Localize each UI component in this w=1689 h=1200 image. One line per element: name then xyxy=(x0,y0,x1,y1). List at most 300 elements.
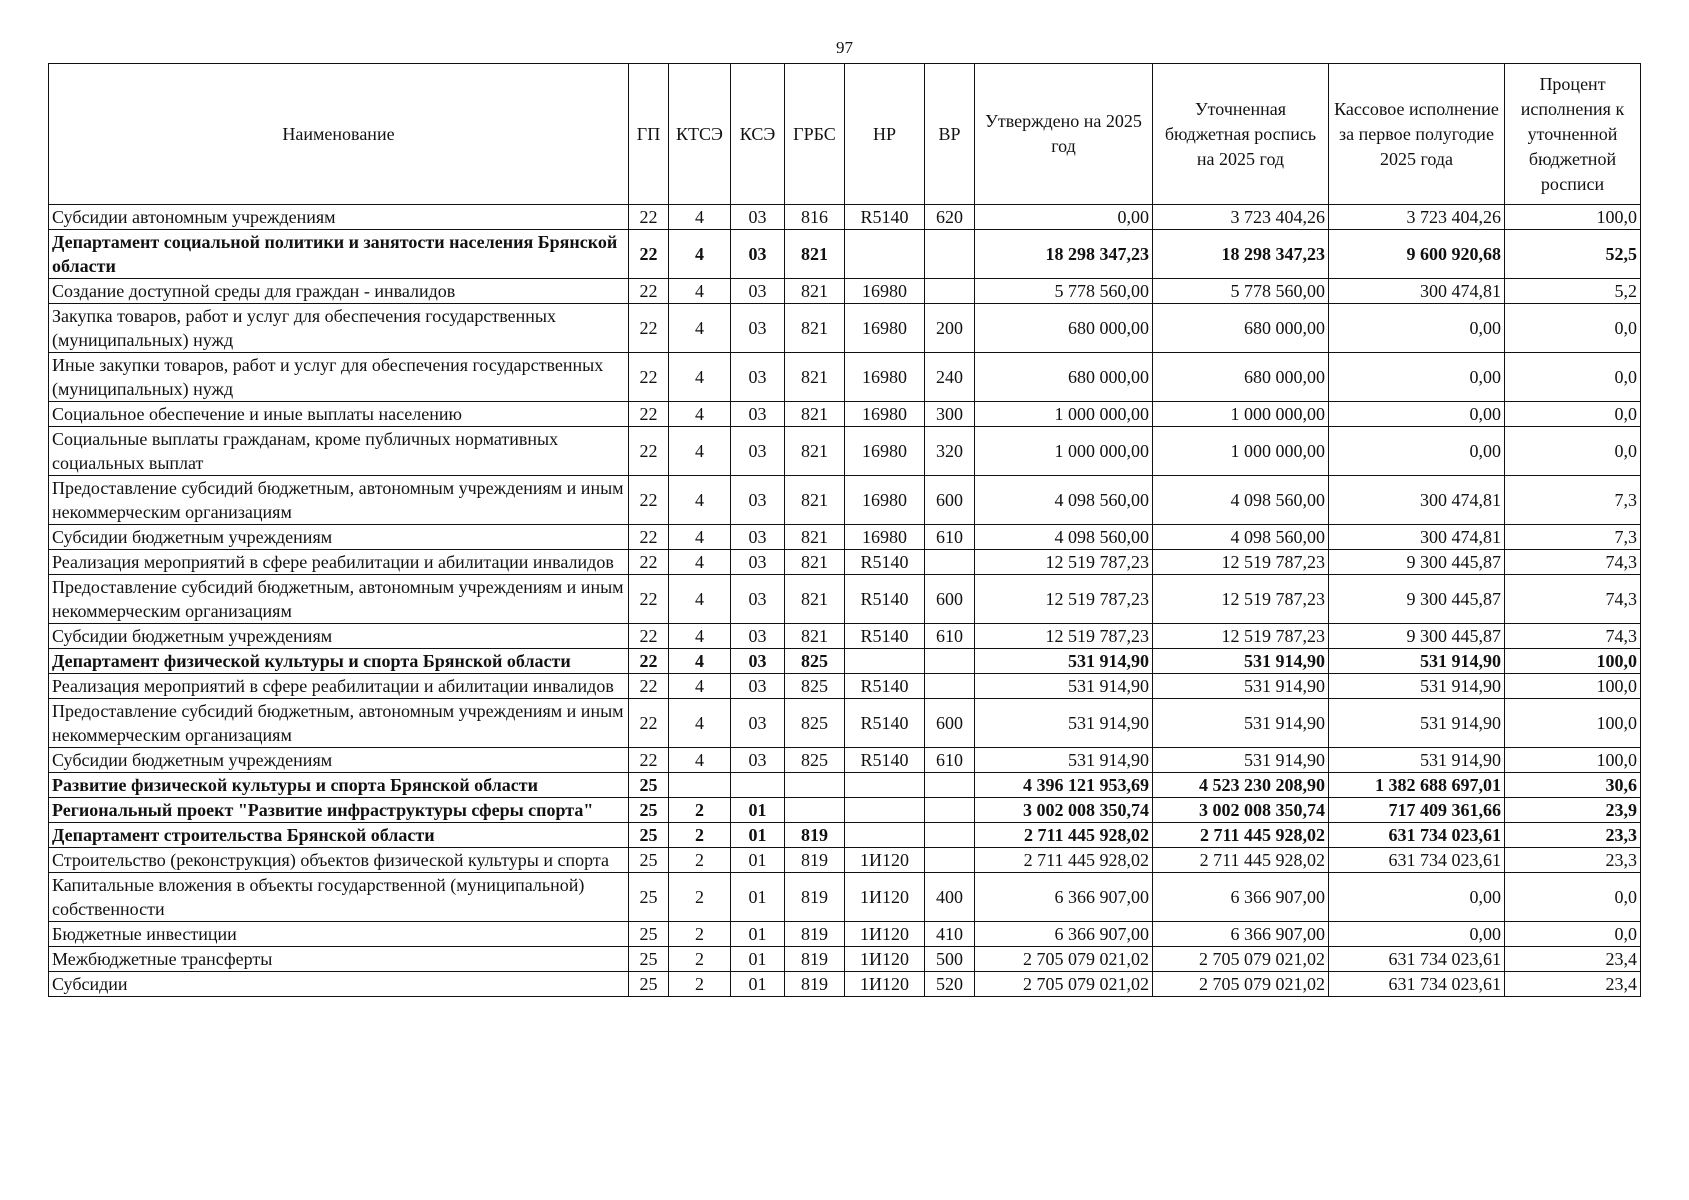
cell-grbs: 816 xyxy=(785,205,845,230)
cell-vr xyxy=(925,674,975,699)
cell-percent: 0,0 xyxy=(1505,402,1641,427)
cell-kse: 03 xyxy=(731,748,785,773)
cell-approved: 4 098 560,00 xyxy=(975,525,1153,550)
cell-kse: 03 xyxy=(731,427,785,476)
table-row xyxy=(49,525,1641,550)
cell-name: Региональный проект "Развитие инфраструктуры сферы спорта" xyxy=(49,798,629,823)
cell-approved: 680 000,00 xyxy=(975,353,1153,402)
cell-gp: 22 xyxy=(629,230,669,279)
cell-vr xyxy=(925,848,975,873)
header-ktse: КТСЭ xyxy=(669,64,731,205)
cell-name: Субсидии бюджетным учреждениям xyxy=(49,525,629,550)
cell-name: Реализация мероприятий в сфере реабилитации и абилитации инвалидов xyxy=(49,550,629,575)
table-row xyxy=(49,550,1641,575)
cell-ktse: 4 xyxy=(669,575,731,624)
table-row xyxy=(49,773,1641,798)
cell-approved: 531 914,90 xyxy=(975,748,1153,773)
cell-percent: 23,3 xyxy=(1505,823,1641,848)
table-row xyxy=(49,699,1641,748)
cell-ktse: 2 xyxy=(669,873,731,922)
cell-percent: 23,4 xyxy=(1505,947,1641,972)
cell-name: Строительство (реконструкция) объектов физической культуры и спорта xyxy=(49,848,629,873)
cell-gp: 22 xyxy=(629,575,669,624)
cell-name: Субсидии бюджетным учреждениям xyxy=(49,624,629,649)
cell-ktse: 4 xyxy=(669,402,731,427)
cell-ktse: 2 xyxy=(669,848,731,873)
cell-nr: R5140 xyxy=(845,748,925,773)
cell-ktse: 4 xyxy=(669,427,731,476)
cell-cash: 631 734 023,61 xyxy=(1329,848,1505,873)
cell-revised: 4 098 560,00 xyxy=(1153,476,1329,525)
cell-cash: 1 382 688 697,01 xyxy=(1329,773,1505,798)
cell-revised: 531 914,90 xyxy=(1153,649,1329,674)
cell-approved: 12 519 787,23 xyxy=(975,575,1153,624)
cell-approved: 531 914,90 xyxy=(975,699,1153,748)
cell-kse: 01 xyxy=(731,848,785,873)
header-percent: Процент исполнения к уточненной бюджетной росписи xyxy=(1505,64,1641,205)
cell-cash: 631 734 023,61 xyxy=(1329,972,1505,997)
cell-cash: 9 300 445,87 xyxy=(1329,624,1505,649)
cell-revised: 1 000 000,00 xyxy=(1153,402,1329,427)
header-gp: ГП xyxy=(629,64,669,205)
cell-percent: 74,3 xyxy=(1505,550,1641,575)
cell-name: Иные закупки товаров, работ и услуг для обеспечения государственных (муниципальных) нужд xyxy=(49,353,629,402)
cell-gp: 25 xyxy=(629,773,669,798)
cell-kse: 03 xyxy=(731,402,785,427)
cell-nr: 16980 xyxy=(845,525,925,550)
cell-kse: 03 xyxy=(731,205,785,230)
cell-cash: 531 914,90 xyxy=(1329,748,1505,773)
cell-percent: 5,2 xyxy=(1505,279,1641,304)
table-row xyxy=(49,279,1641,304)
cell-percent: 0,0 xyxy=(1505,922,1641,947)
cell-ktse: 2 xyxy=(669,922,731,947)
cell-percent: 0,0 xyxy=(1505,353,1641,402)
cell-grbs xyxy=(785,773,845,798)
cell-nr: 1И120 xyxy=(845,922,925,947)
table-row xyxy=(49,304,1641,353)
table-row xyxy=(49,624,1641,649)
cell-vr: 620 xyxy=(925,205,975,230)
cell-grbs: 825 xyxy=(785,674,845,699)
cell-cash: 0,00 xyxy=(1329,922,1505,947)
cell-approved: 6 366 907,00 xyxy=(975,922,1153,947)
cell-kse: 01 xyxy=(731,972,785,997)
cell-revised: 6 366 907,00 xyxy=(1153,922,1329,947)
cell-gp: 25 xyxy=(629,972,669,997)
cell-ktse: 4 xyxy=(669,624,731,649)
cell-grbs: 819 xyxy=(785,922,845,947)
cell-nr: R5140 xyxy=(845,674,925,699)
cell-name: Предоставление субсидий бюджетным, автономным учреждениям и иным некоммерческим организациям xyxy=(49,476,629,525)
cell-revised: 12 519 787,23 xyxy=(1153,575,1329,624)
table-row xyxy=(49,205,1641,230)
cell-grbs: 819 xyxy=(785,873,845,922)
cell-approved: 12 519 787,23 xyxy=(975,550,1153,575)
cell-approved: 12 519 787,23 xyxy=(975,624,1153,649)
cell-nr: 1И120 xyxy=(845,848,925,873)
budget-table xyxy=(48,63,1641,997)
cell-gp: 22 xyxy=(629,674,669,699)
cell-grbs: 821 xyxy=(785,279,845,304)
table-row xyxy=(49,972,1641,997)
cell-cash: 0,00 xyxy=(1329,304,1505,353)
cell-ktse: 4 xyxy=(669,279,731,304)
cell-cash: 531 914,90 xyxy=(1329,649,1505,674)
cell-ktse: 2 xyxy=(669,823,731,848)
cell-gp: 25 xyxy=(629,823,669,848)
cell-approved: 6 366 907,00 xyxy=(975,873,1153,922)
cell-percent: 74,3 xyxy=(1505,575,1641,624)
cell-ktse: 4 xyxy=(669,748,731,773)
cell-vr xyxy=(925,649,975,674)
cell-approved: 3 002 008 350,74 xyxy=(975,798,1153,823)
cell-kse: 03 xyxy=(731,550,785,575)
header-row xyxy=(49,64,1641,205)
cell-revised: 4 098 560,00 xyxy=(1153,525,1329,550)
cell-approved: 680 000,00 xyxy=(975,304,1153,353)
cell-gp: 22 xyxy=(629,279,669,304)
cell-approved: 18 298 347,23 xyxy=(975,230,1153,279)
cell-kse: 03 xyxy=(731,353,785,402)
cell-revised: 3 002 008 350,74 xyxy=(1153,798,1329,823)
cell-name: Социальные выплаты гражданам, кроме публичных нормативных социальных выплат xyxy=(49,427,629,476)
cell-percent: 0,0 xyxy=(1505,873,1641,922)
cell-nr: R5140 xyxy=(845,205,925,230)
cell-nr: 16980 xyxy=(845,476,925,525)
cell-percent: 7,3 xyxy=(1505,476,1641,525)
cell-revised: 680 000,00 xyxy=(1153,353,1329,402)
cell-grbs: 821 xyxy=(785,525,845,550)
cell-ktse xyxy=(669,773,731,798)
cell-name: Капитальные вложения в объекты государственной (муниципальной) собственности xyxy=(49,873,629,922)
cell-vr: 200 xyxy=(925,304,975,353)
cell-kse: 01 xyxy=(731,922,785,947)
header-cash: Кассовое исполнение за первое полугодие 2025 года xyxy=(1329,64,1505,205)
cell-nr xyxy=(845,773,925,798)
cell-cash: 9 300 445,87 xyxy=(1329,550,1505,575)
cell-vr: 400 xyxy=(925,873,975,922)
cell-grbs: 821 xyxy=(785,402,845,427)
table-row xyxy=(49,427,1641,476)
cell-approved: 531 914,90 xyxy=(975,649,1153,674)
cell-gp: 22 xyxy=(629,525,669,550)
cell-approved: 1 000 000,00 xyxy=(975,427,1153,476)
cell-nr: 16980 xyxy=(845,402,925,427)
cell-vr: 600 xyxy=(925,476,975,525)
table-row xyxy=(49,947,1641,972)
cell-ktse: 4 xyxy=(669,353,731,402)
cell-ktse: 4 xyxy=(669,699,731,748)
table-row xyxy=(49,922,1641,947)
cell-approved: 4 098 560,00 xyxy=(975,476,1153,525)
cell-percent: 74,3 xyxy=(1505,624,1641,649)
cell-vr: 600 xyxy=(925,575,975,624)
cell-name: Предоставление субсидий бюджетным, автономным учреждениям и иным некоммерческим организациям xyxy=(49,699,629,748)
cell-revised: 6 366 907,00 xyxy=(1153,873,1329,922)
cell-nr xyxy=(845,649,925,674)
table-row xyxy=(49,748,1641,773)
cell-name: Реализация мероприятий в сфере реабилитации и абилитации инвалидов xyxy=(49,674,629,699)
cell-ktse: 4 xyxy=(669,304,731,353)
cell-revised: 4 523 230 208,90 xyxy=(1153,773,1329,798)
cell-grbs: 821 xyxy=(785,476,845,525)
cell-ktse: 4 xyxy=(669,550,731,575)
cell-nr: 16980 xyxy=(845,304,925,353)
cell-name: Предоставление субсидий бюджетным, автономным учреждениям и иным некоммерческим организациям xyxy=(49,575,629,624)
cell-gp: 22 xyxy=(629,649,669,674)
cell-nr: 1И120 xyxy=(845,947,925,972)
cell-grbs: 821 xyxy=(785,304,845,353)
cell-percent: 52,5 xyxy=(1505,230,1641,279)
cell-revised: 12 519 787,23 xyxy=(1153,550,1329,575)
cell-nr: 16980 xyxy=(845,279,925,304)
cell-name: Субсидии бюджетным учреждениям xyxy=(49,748,629,773)
cell-grbs xyxy=(785,798,845,823)
page-number: 97 xyxy=(836,38,853,57)
cell-kse: 03 xyxy=(731,699,785,748)
cell-revised: 2 711 445 928,02 xyxy=(1153,848,1329,873)
cell-ktse: 4 xyxy=(669,525,731,550)
cell-kse: 03 xyxy=(731,230,785,279)
cell-percent: 7,3 xyxy=(1505,525,1641,550)
header-revised: Уточненная бюджетная роспись на 2025 год xyxy=(1153,64,1329,205)
cell-approved: 1 000 000,00 xyxy=(975,402,1153,427)
cell-ktse: 4 xyxy=(669,230,731,279)
cell-percent: 23,3 xyxy=(1505,848,1641,873)
cell-kse: 03 xyxy=(731,476,785,525)
cell-percent: 100,0 xyxy=(1505,205,1641,230)
cell-gp: 25 xyxy=(629,873,669,922)
cell-kse: 03 xyxy=(731,575,785,624)
cell-name: Департамент социальной политики и занятости населения Брянской области xyxy=(49,230,629,279)
header-grbs: ГРБС xyxy=(785,64,845,205)
cell-cash: 0,00 xyxy=(1329,427,1505,476)
cell-grbs: 821 xyxy=(785,624,845,649)
cell-cash: 300 474,81 xyxy=(1329,279,1505,304)
cell-gp: 22 xyxy=(629,476,669,525)
cell-revised: 2 705 079 021,02 xyxy=(1153,947,1329,972)
cell-name: Развитие физической культуры и спорта Брянской области xyxy=(49,773,629,798)
cell-name: Межбюджетные трансферты xyxy=(49,947,629,972)
cell-ktse: 2 xyxy=(669,798,731,823)
cell-vr xyxy=(925,230,975,279)
table-row xyxy=(49,798,1641,823)
cell-grbs: 819 xyxy=(785,947,845,972)
cell-approved: 5 778 560,00 xyxy=(975,279,1153,304)
cell-gp: 22 xyxy=(629,748,669,773)
cell-ktse: 4 xyxy=(669,674,731,699)
header-name: Наименование xyxy=(49,64,629,205)
cell-vr xyxy=(925,773,975,798)
cell-cash: 717 409 361,66 xyxy=(1329,798,1505,823)
cell-gp: 25 xyxy=(629,947,669,972)
cell-vr xyxy=(925,823,975,848)
cell-name: Социальное обеспечение и иные выплаты населению xyxy=(49,402,629,427)
cell-gp: 22 xyxy=(629,624,669,649)
cell-gp: 22 xyxy=(629,205,669,230)
cell-gp: 22 xyxy=(629,353,669,402)
cell-grbs: 821 xyxy=(785,230,845,279)
header-nr: НР xyxy=(845,64,925,205)
header-vr: ВР xyxy=(925,64,975,205)
cell-nr: 1И120 xyxy=(845,972,925,997)
cell-cash: 631 734 023,61 xyxy=(1329,823,1505,848)
cell-nr: R5140 xyxy=(845,624,925,649)
cell-nr: 16980 xyxy=(845,353,925,402)
cell-cash: 531 914,90 xyxy=(1329,699,1505,748)
cell-approved: 531 914,90 xyxy=(975,674,1153,699)
cell-kse: 01 xyxy=(731,873,785,922)
cell-percent: 100,0 xyxy=(1505,748,1641,773)
cell-grbs: 825 xyxy=(785,748,845,773)
cell-name: Департамент строительства Брянской области xyxy=(49,823,629,848)
cell-percent: 0,0 xyxy=(1505,304,1641,353)
table-row xyxy=(49,649,1641,674)
cell-gp: 22 xyxy=(629,550,669,575)
table-row xyxy=(49,476,1641,525)
table-row xyxy=(49,823,1641,848)
cell-nr: R5140 xyxy=(845,699,925,748)
cell-revised: 531 914,90 xyxy=(1153,699,1329,748)
cell-gp: 25 xyxy=(629,922,669,947)
cell-kse: 01 xyxy=(731,823,785,848)
cell-percent: 23,9 xyxy=(1505,798,1641,823)
cell-gp: 22 xyxy=(629,427,669,476)
cell-approved: 2 711 445 928,02 xyxy=(975,823,1153,848)
cell-grbs: 821 xyxy=(785,353,845,402)
cell-name: Субсидии автономным учреждениям xyxy=(49,205,629,230)
cell-approved: 2 711 445 928,02 xyxy=(975,848,1153,873)
table-row xyxy=(49,873,1641,922)
cell-cash: 9 600 920,68 xyxy=(1329,230,1505,279)
cell-nr: R5140 xyxy=(845,550,925,575)
cell-ktse: 4 xyxy=(669,476,731,525)
cell-revised: 531 914,90 xyxy=(1153,748,1329,773)
cell-vr: 320 xyxy=(925,427,975,476)
cell-revised: 531 914,90 xyxy=(1153,674,1329,699)
table-row xyxy=(49,575,1641,624)
cell-revised: 18 298 347,23 xyxy=(1153,230,1329,279)
cell-grbs: 821 xyxy=(785,575,845,624)
cell-name: Департамент физической культуры и спорта Брянской области xyxy=(49,649,629,674)
cell-revised: 12 519 787,23 xyxy=(1153,624,1329,649)
cell-nr: 1И120 xyxy=(845,873,925,922)
cell-vr: 410 xyxy=(925,922,975,947)
cell-grbs: 825 xyxy=(785,649,845,674)
header-kse: КСЭ xyxy=(731,64,785,205)
cell-kse: 01 xyxy=(731,798,785,823)
cell-gp: 22 xyxy=(629,402,669,427)
cell-vr: 610 xyxy=(925,525,975,550)
cell-vr: 300 xyxy=(925,402,975,427)
cell-cash: 0,00 xyxy=(1329,402,1505,427)
cell-percent: 100,0 xyxy=(1505,649,1641,674)
cell-revised: 680 000,00 xyxy=(1153,304,1329,353)
cell-name: Субсидии xyxy=(49,972,629,997)
cell-vr: 610 xyxy=(925,748,975,773)
cell-kse: 03 xyxy=(731,674,785,699)
cell-cash: 0,00 xyxy=(1329,873,1505,922)
cell-grbs: 825 xyxy=(785,699,845,748)
cell-name: Закупка товаров, работ и услуг для обеспечения государственных (муниципальных) нужд xyxy=(49,304,629,353)
header-approved: Утверждено на 2025 год xyxy=(975,64,1153,205)
table-row xyxy=(49,402,1641,427)
cell-grbs: 821 xyxy=(785,427,845,476)
cell-vr: 240 xyxy=(925,353,975,402)
cell-gp: 25 xyxy=(629,848,669,873)
cell-cash: 300 474,81 xyxy=(1329,525,1505,550)
cell-approved: 2 705 079 021,02 xyxy=(975,972,1153,997)
cell-cash: 0,00 xyxy=(1329,353,1505,402)
cell-cash: 9 300 445,87 xyxy=(1329,575,1505,624)
cell-revised: 2 705 079 021,02 xyxy=(1153,972,1329,997)
cell-percent: 0,0 xyxy=(1505,427,1641,476)
cell-percent: 100,0 xyxy=(1505,674,1641,699)
cell-ktse: 4 xyxy=(669,205,731,230)
cell-grbs: 819 xyxy=(785,972,845,997)
cell-vr: 520 xyxy=(925,972,975,997)
cell-grbs: 819 xyxy=(785,823,845,848)
cell-kse: 03 xyxy=(731,279,785,304)
cell-nr xyxy=(845,798,925,823)
cell-kse: 03 xyxy=(731,624,785,649)
cell-nr xyxy=(845,823,925,848)
cell-nr xyxy=(845,230,925,279)
cell-percent: 23,4 xyxy=(1505,972,1641,997)
cell-grbs: 821 xyxy=(785,550,845,575)
cell-kse: 03 xyxy=(731,649,785,674)
cell-kse: 03 xyxy=(731,525,785,550)
cell-nr: R5140 xyxy=(845,575,925,624)
cell-ktse: 4 xyxy=(669,649,731,674)
cell-cash: 531 914,90 xyxy=(1329,674,1505,699)
cell-revised: 1 000 000,00 xyxy=(1153,427,1329,476)
cell-grbs: 819 xyxy=(785,848,845,873)
cell-kse: 03 xyxy=(731,304,785,353)
table-body xyxy=(49,205,1641,997)
table-row xyxy=(49,674,1641,699)
cell-vr xyxy=(925,279,975,304)
cell-vr: 600 xyxy=(925,699,975,748)
cell-kse: 01 xyxy=(731,947,785,972)
cell-ktse: 2 xyxy=(669,972,731,997)
cell-approved: 2 705 079 021,02 xyxy=(975,947,1153,972)
cell-revised: 5 778 560,00 xyxy=(1153,279,1329,304)
cell-approved: 4 396 121 953,69 xyxy=(975,773,1153,798)
table-row xyxy=(49,353,1641,402)
cell-revised: 3 723 404,26 xyxy=(1153,205,1329,230)
cell-percent: 100,0 xyxy=(1505,699,1641,748)
cell-vr: 610 xyxy=(925,624,975,649)
cell-nr: 16980 xyxy=(845,427,925,476)
cell-cash: 3 723 404,26 xyxy=(1329,205,1505,230)
cell-gp: 22 xyxy=(629,699,669,748)
cell-gp: 25 xyxy=(629,798,669,823)
cell-approved: 0,00 xyxy=(975,205,1153,230)
cell-vr xyxy=(925,550,975,575)
cell-cash: 300 474,81 xyxy=(1329,476,1505,525)
cell-name: Создание доступной среды для граждан - инвалидов xyxy=(49,279,629,304)
cell-vr: 500 xyxy=(925,947,975,972)
cell-gp: 22 xyxy=(629,304,669,353)
cell-name: Бюджетные инвестиции xyxy=(49,922,629,947)
cell-percent: 30,6 xyxy=(1505,773,1641,798)
table-row xyxy=(49,848,1641,873)
cell-vr xyxy=(925,798,975,823)
table-row xyxy=(49,230,1641,279)
cell-kse xyxy=(731,773,785,798)
